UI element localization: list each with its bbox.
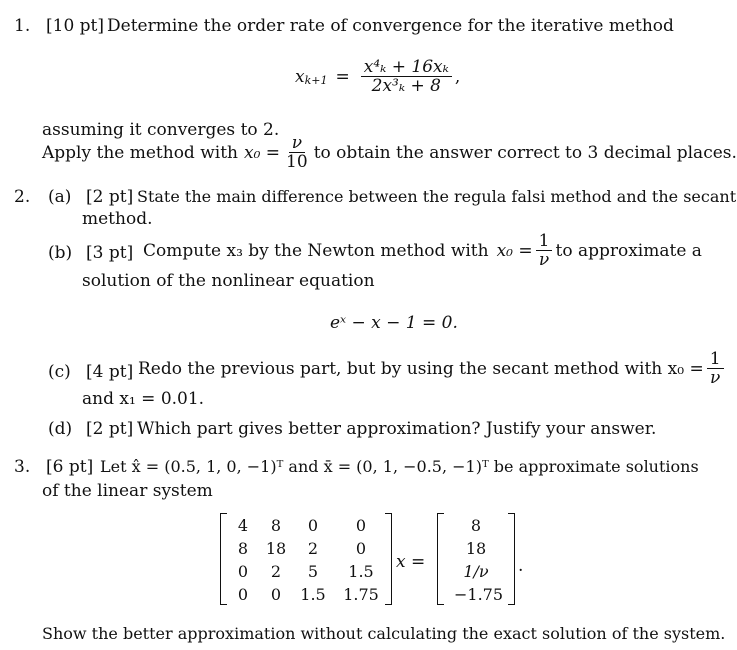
q2a-prompt-line2: method. [82,209,153,229]
q2c-label: (c) [48,362,71,382]
q2b-x0-label: x₀ = [496,240,533,261]
q3-points: [6 pt] [46,457,94,477]
q1-iteration-formula: x $_{k+1}$ = $\frac{\text{x⁴ₖ + 16xₖ}}{\text{2x³ₖ + 8}}$ , [295,57,461,96]
q1-formula-denominator: 2x³ₖ + 8 [371,76,441,96]
q2b-label: (b) [48,243,73,263]
q2b-x0-denominator: ν [538,250,550,270]
q3-number: 3. [14,457,31,477]
q1-x0-denominator: 10 [286,152,308,172]
matrix-cell: 8 [237,539,249,558]
q2a-points: [2 pt] [86,187,134,207]
rhs-cell: 8 [470,516,482,535]
q1-points: [10 pt] [46,16,105,36]
q1-x0-fraction [283,134,311,171]
q2c-prompt: Redo the previous part, but by using the secant method with x₀ = [138,358,704,379]
matrix-cell: 5 [307,562,319,581]
matrix-cell: 2 [307,539,319,558]
q2b-prompt-end: to approximate a [555,240,702,261]
q2c-line1 [138,350,727,387]
q1-prompt: Determine the order rate of convergence for the iterative method [107,16,674,36]
q2c-x0-numerator: 1 [707,350,724,369]
q2d-points: [2 pt] [86,419,134,439]
matrix-cell: 0 [355,516,367,535]
q2b-x0-fraction [536,232,553,269]
q2b-prompt-line2: solution of the nonlinear equation [82,271,375,291]
q1-apply-pre: Apply the method with [42,142,238,163]
matrix-cell: 0 [270,585,282,604]
q2-nonlinear-equation: eˣ − x − 1 = 0. [330,313,458,333]
q2a-label: (a) [48,187,72,207]
q3-final-instruction: Show the better approximation without calculating the exact solution of the system. [42,624,726,643]
matrix-cell: 1.75 [343,585,379,604]
matrix-cell: 0 [237,562,249,581]
rhs-vector [437,513,515,605]
q1-formula-numerator: x⁴ₖ + 16xₖ [361,58,452,77]
q2c-x0-denominator: ν [709,368,721,388]
q2c-points: [4 pt] [86,362,134,382]
matrix-cell: 2 [270,562,282,581]
matrix-cell: 0 [237,585,249,604]
matrix-cell: 0 [307,516,319,535]
q3-prompt-line1: Let x̂ = (0.5, 1, 0, −1)ᵀ and x̄ = (0, 1, −0.5, −1)ᵀ be approximate solutions [100,457,699,476]
q1-x0-label: x₀ = [243,142,281,163]
q1-assumption: assuming it converges to 2. [42,120,280,140]
q2c-x0-fraction [707,350,724,387]
q2b-points: [3 pt] [86,243,134,263]
q1-lhs-sub: k+1 [304,73,328,87]
q3-prompt-line2: of the linear system [42,481,213,501]
q1-apply-line [42,134,737,171]
matrix-cell: 1.5 [300,585,326,604]
q2d-label: (d) [48,419,73,439]
q1-lhs: x [295,66,305,87]
q2b-line1 [143,232,702,269]
q2a-prompt-line1: State the main difference between the regula falsi method and the secant [137,187,737,206]
q2b-x0-numerator: 1 [536,232,553,251]
rhs-cell: −1.75 [454,585,504,604]
matrix-cell: 8 [270,516,282,535]
q2c-prompt-line2: and x₁ = 0.01. [82,389,205,409]
matrix-cell: 18 [265,539,287,558]
q1-apply-post: to obtain the answer correct to 3 decimal places. [313,142,737,163]
q1-formula-fraction [361,58,452,95]
rhs-cell: 1/ν [463,562,489,581]
coefficient-matrix [220,513,392,605]
matrix-cell: 0 [355,539,367,558]
matrix-cell: 1.5 [348,562,374,581]
matrix-equation-x: x = [396,552,426,572]
q1-x0-numerator: ν [289,134,305,153]
rhs-cell: 18 [465,539,487,558]
q2-number: 2. [14,187,31,207]
q1-number: 1. [14,16,31,36]
equation-period: . [518,556,524,576]
q2b-prompt: Compute x₃ by the Newton method with [143,240,489,261]
q2d-prompt: Which part gives better approximation? Justify your answer. [137,419,657,439]
matrix-cell: 4 [237,516,249,535]
